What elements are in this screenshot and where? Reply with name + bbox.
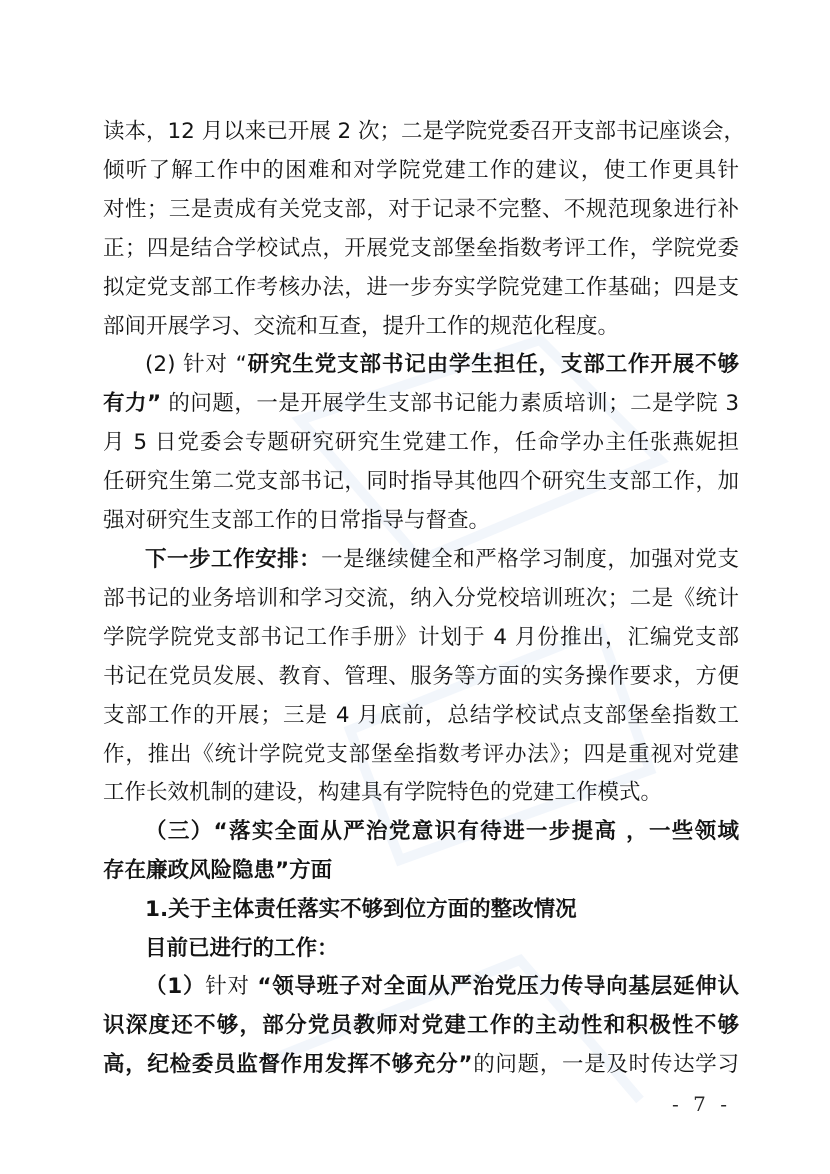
text-line [0, 545, 830, 575]
bold-text-segment: 有力” [103, 391, 162, 416]
text-line [0, 117, 830, 147]
text-segment: (2) 针对 “ [145, 352, 247, 377]
text-line [0, 312, 830, 342]
bold-text-segment: 研究生党支部书记由学生担任，支部工作开展不够 [246, 352, 739, 377]
bold-text-segment: 下一步工作安排： [145, 547, 322, 572]
bold-text-segment: 1.关于主体责任落实不够到位方面的整改情况 [145, 897, 577, 922]
text-segment: 任研究生第二党支部书记，同时指导其他四个研究生支部工作，加 [103, 469, 739, 494]
text-line [0, 428, 830, 458]
text-line [0, 972, 830, 1002]
text-segment: 月 5 日党委会专题研究研究生党建工作，任命学办主任张燕妮担 [103, 430, 739, 455]
page-number: - 7 - [672, 1092, 731, 1116]
text-line [0, 701, 830, 731]
bold-text-segment: 存在廉政风险隐患”方面 [103, 858, 333, 883]
bold-text-segment: （1） [145, 974, 206, 999]
bold-text-segment: “领导班子对全面从严治党压力传导向基层延伸认 [257, 974, 739, 999]
text-line [0, 273, 830, 303]
text-segment: 对性；三是责成有关党支部，对于记录不完整、不规范现象进行补 [103, 197, 739, 222]
text-line [0, 506, 830, 536]
text-segment: 正；四是结合学校试点，开展党支部堡垒指数考评工作，学院党委 [103, 236, 739, 261]
text-segment: 倾听了解工作中的困难和对学院党建工作的建议，使工作更具针 [103, 158, 739, 183]
text-segment: 的问题，一是开展学生支部书记能力素质培训；二是学院 3 [161, 391, 739, 416]
text-line [0, 584, 830, 614]
text-line [0, 856, 830, 886]
text-line [0, 623, 830, 653]
text-segment: 作，推出《统计学院党支部堡垒指数考评办法》；四是重视对党建 [103, 742, 739, 767]
text-segment: 读本，12 月以来已开展 2 次；二是学院党委召开支部书记座谈会， [103, 119, 746, 144]
text-segment: 学院学院党支部书记工作手册》计划于 4 月份推出，汇编党支部 [103, 625, 739, 650]
bold-text-segment: 识深度还不够，部分党员教师对党建工作的主动性和积极性不够 [103, 1013, 739, 1038]
bold-text-segment: 目前已进行的工作： [145, 936, 339, 961]
text-line [0, 778, 830, 808]
text-segment: 拟定党支部工作考核办法，进一步夯实学院党建工作基础；四是支 [103, 275, 739, 300]
text-line [0, 740, 830, 770]
text-line [0, 662, 830, 692]
text-segment: 书记在党员发展、教育、管理、服务等方面的实务操作要求，方便 [103, 664, 739, 689]
text-segment: 工作长效机制的建设，构建具有学院特色的党建工作模式。 [103, 780, 663, 805]
text-segment: 的问题，一是及时传达学习 [472, 1052, 739, 1077]
text-line [0, 817, 830, 847]
text-line [0, 1050, 830, 1080]
text-line [0, 350, 830, 380]
text-segment: 部书记的业务培训和学习交流，纳入分党校培训班次；二是《统计 [103, 586, 739, 611]
text-line [0, 467, 830, 497]
text-line [0, 1011, 830, 1041]
bold-text-segment: （三）“落实全面从严治党意识有待进一步提高 ，一些领域 [145, 819, 739, 844]
text-segment: 针对 [205, 974, 258, 999]
text-segment: 部间开展学习、交流和互查，提升工作的规范化程度。 [103, 314, 620, 339]
text-line [0, 234, 830, 264]
text-segment: 支部工作的开展；三是 4 月底前，总结学校试点支部堡垒指数工 [103, 703, 739, 728]
text-line [0, 156, 830, 186]
text-line [0, 895, 830, 925]
text-line [0, 195, 830, 225]
text-line [0, 389, 830, 419]
text-segment: 强对研究生支部工作的日常指导与督查。 [103, 508, 491, 533]
bold-text-segment: 高，纪检委员监督作用发挥不够充分” [103, 1052, 473, 1077]
text-segment: 一是继续健全和严格学习制度，加强对党支 [321, 547, 739, 572]
text-line [0, 934, 830, 964]
